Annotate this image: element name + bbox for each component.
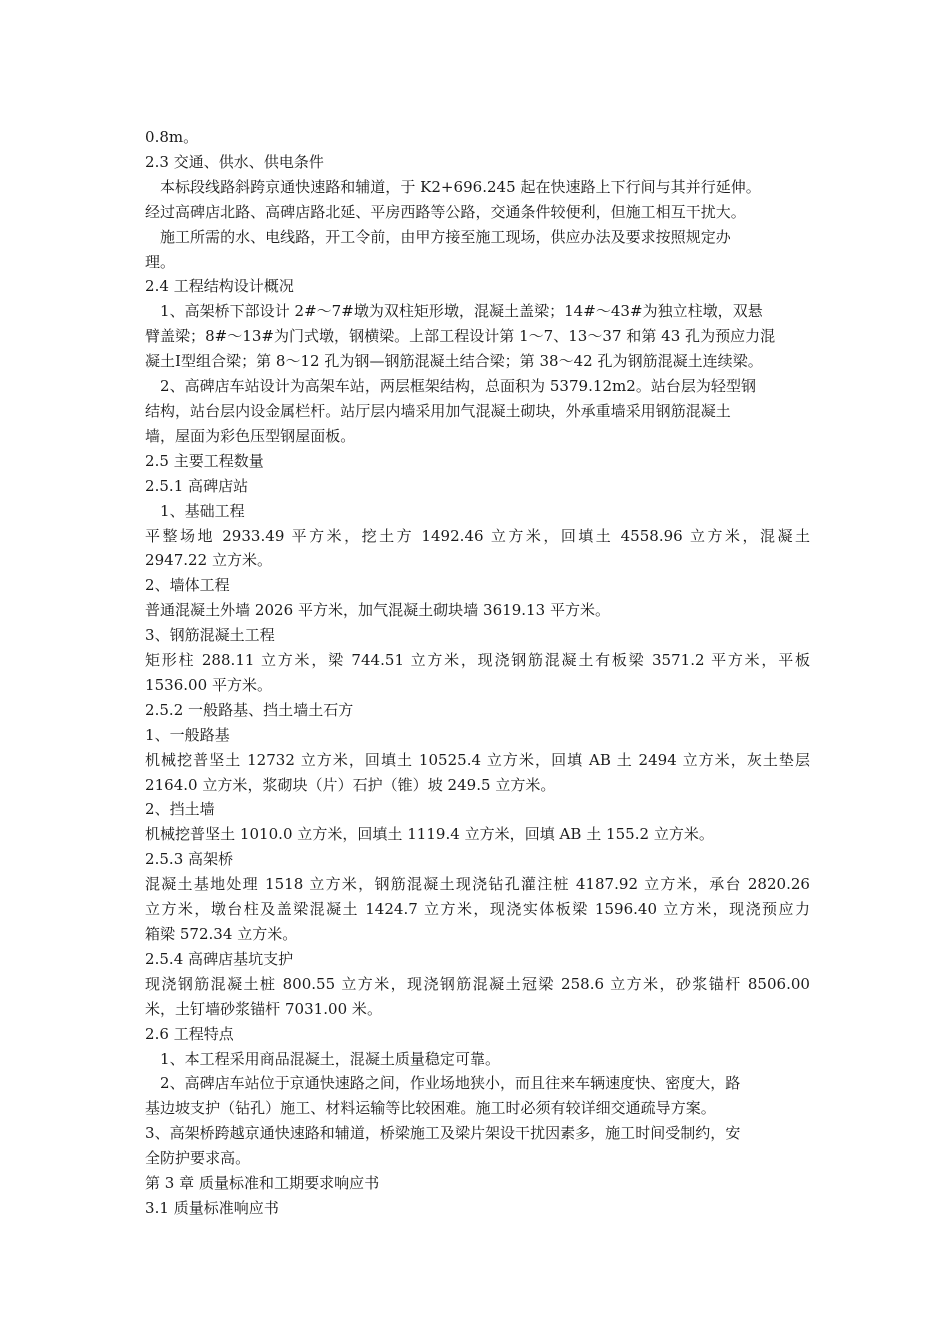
text-line: 2947.22 立方米。: [145, 551, 273, 570]
text-line: 3.1 质量标准响应书: [145, 1198, 279, 1217]
text-line: 混凝土基地处理 1518 立方米，钢筋混凝土现浇钻孔灌注桩 4187.92 立方米，承台 2820.26: [145, 875, 810, 894]
text-line: 1、一般路基: [145, 725, 230, 744]
text-line: 结构，站台层内设金属栏杆。站厅层内墙采用加气混凝土砌块，外承重墙采用钢筋混凝土: [145, 401, 731, 420]
text-line: 3、钢筋混凝土工程: [145, 626, 275, 645]
text-line: 1536.00 平方米。: [145, 675, 273, 694]
text-line: 1、本工程采用商品混凝土，混凝土质量稳定可靠。: [160, 1049, 501, 1068]
text-line: 2.5.2 一般路基、挡土墙土石方: [145, 700, 354, 719]
text-line: 机械挖普坚土 1010.0 立方米，回填土 1119.4 立方米，回填 AB 土 155.2 立方米。: [145, 825, 714, 844]
text-line: 2.5.1 高碑店站: [145, 476, 249, 495]
text-line: 2164.0 立方米，浆砌块（片）石护（锥）坡 249.5 立方米。: [145, 775, 556, 794]
text-line: 箱梁 572.34 立方米。: [145, 925, 298, 943]
text-line: 平整场地 2933.49 平方米，挖土方 1492.46 立方米，回填土 4558.96 立方米，混凝土: [145, 526, 810, 545]
text-line: 经过高碑店北路、高碑店路北延、平房西路等公路，交通条件较便利，但施工相互干扰大。: [145, 202, 746, 221]
text-line: 1、高架桥下部设计 2#～7#墩为双柱矩形墩，混凝土盖梁；14#～43#为独立柱墩，双悬: [160, 302, 763, 321]
text-line: 2.3 交通、供水、供电条件: [145, 152, 324, 171]
text-line: 普通混凝土外墙 2026 平方米，加气混凝土砌块墙 3619.13 平方米。: [145, 601, 611, 620]
text-line: 2、墙体工程: [145, 576, 230, 595]
document-body: [145, 125, 810, 1221]
text-line: 2.6 工程特点: [145, 1024, 234, 1043]
text-line: 米，土钉墙砂浆锚杆 7031.00 米。: [145, 999, 382, 1018]
text-line: 全防护要求高。: [145, 1149, 251, 1168]
text-line: 2.5 主要工程数量: [145, 451, 264, 470]
text-line: 凝土Ⅰ型组合梁；第 8～12 孔为钢—钢筋混凝土结合梁；第 38～42 孔为钢筋混凝土连续梁。: [145, 352, 763, 371]
text-line: 2、挡土墙: [145, 800, 215, 819]
text-line: 现浇钢筋混凝土桩 800.55 立方米，现浇钢筋混凝土冠梁 258.6 立方米，砂浆锚杆 8506.00: [145, 974, 810, 993]
text-line: 2、高碑店车站位于京通快速路之间，作业场地狭小，而且往来车辆速度快、密度大，路: [160, 1074, 741, 1093]
text-line: 施工所需的水、电线路，开工令前，由甲方接至施工现场，供应办法及要求按照规定办: [160, 227, 731, 246]
text-line: 1、基础工程: [160, 501, 245, 520]
text-line: 基边坡支护（钻孔）施工、材料运输等比较困难。施工时必须有较详细交通疏导方案。: [145, 1099, 716, 1118]
text-line: 机械挖普坚土 12732 立方米，回填土 10525.4 立方米，回填 AB 土 2494 立方米，灰土垫层: [145, 750, 810, 769]
text-line: 理。: [145, 252, 176, 271]
text-line: 2.5.3 高架桥: [145, 850, 234, 869]
text-line: 墙，屋面为彩色压型钢屋面板。: [145, 426, 356, 445]
text-line: 3、高架桥跨越京通快速路和辅道，桥梁施工及梁片架设干扰因素多，施工时间受制约，安: [145, 1124, 741, 1143]
text-line: 2.4 工程结构设计概况: [145, 277, 294, 296]
text-line: 0.8m。: [145, 128, 199, 146]
text-line: 立方米，墩台柱及盖梁混凝土 1424.7 立方米，现浇实体板梁 1596.40 立方米，现浇预应力: [145, 900, 810, 919]
text-line: 2、高碑店车站设计为高架车站，两层框架结构，总面积为 5379.12m2。站台层为轻型钢: [160, 377, 756, 396]
text-line: 第 3 章 质量标准和工期要求响应书: [145, 1174, 380, 1193]
text-line: 本标段线路斜跨京通快速路和辅道，于 K2+696.245 起在快速路上下行间与其并行延伸。: [160, 177, 761, 196]
text-line: 矩形柱 288.11 立方米，梁 744.51 立方米，现浇钢筋混凝土有板梁 3571.2 平方米，平板: [145, 651, 810, 670]
text-line: 2.5.4 高碑店基坑支护: [145, 949, 294, 968]
text-line: 臂盖梁；8#～13#为门式墩，钢横梁。上部工程设计第 1～7、13～37 和第 43 孔为预应力混: [145, 327, 776, 346]
